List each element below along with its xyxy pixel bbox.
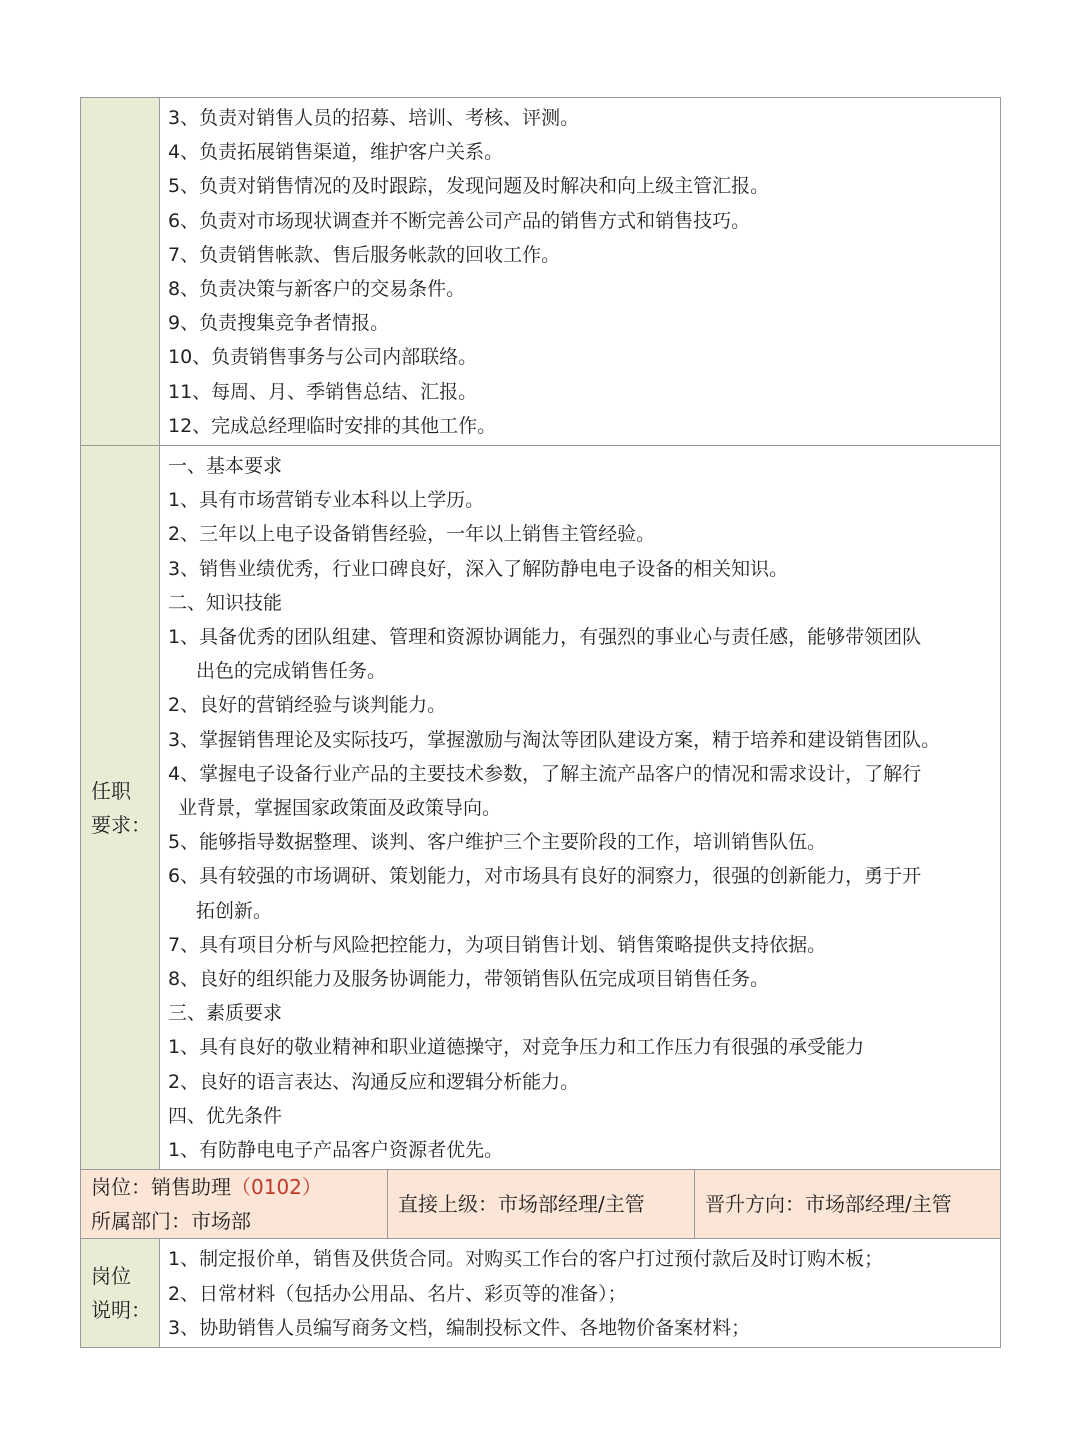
position-info-cell xyxy=(81,1170,388,1239)
requirement-line: 1、具有良好的敬业精神和职业道德操守，对竞争压力和工作压力有很强的承受能力 xyxy=(168,1036,865,1059)
position-title: 岗位：销售助理（0102） xyxy=(91,1175,322,1200)
requirement-line-cont: 出色的完成销售任务。 xyxy=(196,660,387,683)
requirement-line: 1、具备优秀的团队组建、管理和资源协调能力，有强烈的事业心与责任感，能够带领团队 xyxy=(168,626,922,649)
section-heading: 三、素质要求 xyxy=(168,1002,283,1025)
requirements-content xyxy=(160,446,1001,1170)
requirement-line: 1、有防静电电子产品客户资源者优先。 xyxy=(168,1139,504,1162)
requirement-line: 5、能够指导数据整理、谈判、客户维护三个主要阶段的工作，培训销售队伍。 xyxy=(168,831,827,854)
position-code: （0102） xyxy=(231,1175,322,1200)
requirement-line-cont: 拓创新。 xyxy=(196,899,273,922)
section-heading: 二、知识技能 xyxy=(168,591,283,614)
desc-line: 3、协助销售人员编写商务文档，编制投标文件、各地物价备案材料； xyxy=(168,1316,751,1339)
requirement-line: 3、销售业绩优秀，行业口碑良好，深入了解防静电电子设备的相关知识。 xyxy=(168,557,789,580)
requirement-line: 7、具有项目分析与风险把控能力，为项目销售计划、销售策略提供支持依据。 xyxy=(168,933,827,956)
requirement-line: 1、具有市场营销专业本科以上学历。 xyxy=(168,489,485,512)
duty-line: 7、负责销售帐款、售后服务帐款的回收工作。 xyxy=(168,243,561,266)
duty-line: 6、负责对市场现状调查并不断完善公司产品的销售方式和销售技巧。 xyxy=(168,209,751,232)
position-desc-content xyxy=(160,1239,1001,1348)
duty-line: 3、负责对销售人员的招募、培训、考核、评测。 xyxy=(168,107,580,129)
duty-line: 12、完成总经理临时安排的其他工作。 xyxy=(168,414,497,437)
duty-line: 9、负责搜集竞争者情报。 xyxy=(168,312,390,335)
position-header-row xyxy=(81,1170,1001,1239)
duties-row xyxy=(81,98,1001,446)
desc-line: 2、日常材料（包括办公用品、名片、彩页等的准备）； xyxy=(168,1282,627,1305)
requirement-line: 6、具有较强的市场调研、策划能力，对市场具有良好的洞察力，很强的创新能力，勇于开 xyxy=(168,865,922,888)
requirement-line: 2、良好的语言表达、沟通反应和逻辑分析能力。 xyxy=(168,1070,580,1093)
requirement-line: 3、掌握销售理论及实际技巧，掌握激励与淘汰等团队建设方案，精于培养和建设销售团队。 xyxy=(168,728,941,751)
department: 所属部门：市场部 xyxy=(91,1209,251,1234)
duties-content xyxy=(160,98,1001,446)
requirements-row xyxy=(81,446,1001,1170)
requirement-line: 4、掌握电子设备行业产品的主要技术参数，了解主流产品客户的情况和需求设计，了解行 xyxy=(168,762,922,785)
duty-line: 5、负责对销售情况的及时跟踪，发现问题及时解决和向上级主管汇报。 xyxy=(168,175,770,198)
section-heading: 四、优先条件 xyxy=(168,1104,283,1127)
requirement-line-cont: 业背景，掌握国家政策面及政策导向。 xyxy=(178,797,502,820)
duty-line: 10、负责销售事务与公司内部联络。 xyxy=(168,346,478,369)
requirement-line: 8、良好的组织能力及服务协调能力，带领销售队伍完成项目销售任务。 xyxy=(168,968,770,991)
position-desc-row xyxy=(81,1239,1001,1348)
duty-line: 4、负责拓展销售渠道，维护客户关系。 xyxy=(168,141,504,164)
promotion-cell: 晋升方向：市场部经理/主管 xyxy=(695,1170,1001,1239)
duty-line: 11、每周、月、季销售总结、汇报。 xyxy=(168,380,478,403)
requirements-label: 任职 要求： xyxy=(81,446,160,1170)
section-heading: 一、基本要求 xyxy=(168,455,283,478)
duty-line: 8、负责决策与新客户的交易条件。 xyxy=(168,278,466,301)
requirement-line: 2、良好的营销经验与谈判能力。 xyxy=(168,694,447,717)
supervisor-cell: 直接上级：市场部经理/主管 xyxy=(388,1170,695,1239)
position-desc-label: 岗位 说明： xyxy=(81,1239,160,1348)
desc-line: 1、制定报价单，销售及供货合同。对购买工作台的客户打过预付款后及时订购木板； xyxy=(168,1248,884,1271)
requirement-line: 2、三年以上电子设备销售经验，一年以上销售主管经验。 xyxy=(168,523,656,546)
duties-label-cell xyxy=(81,98,160,446)
job-description-table xyxy=(80,97,1000,1348)
